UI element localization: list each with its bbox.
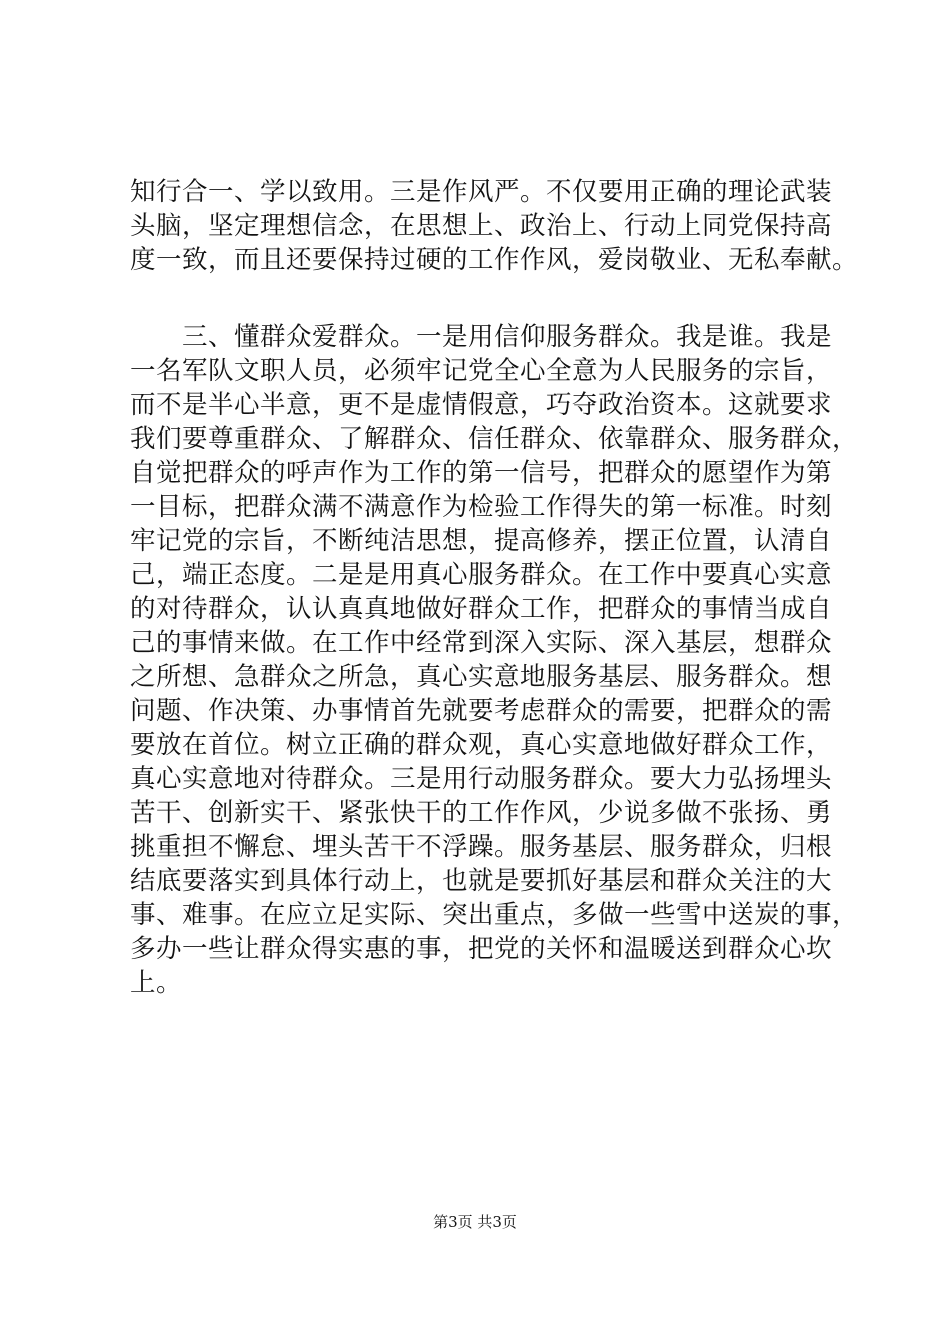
text-line: 结底要落实到具体行动上，也就是要抓好基层和群众关注的大 — [130, 866, 833, 896]
text-line: 我们要尊重群众、了解群众、信任群众、依靠群众、服务群众， — [130, 424, 859, 454]
text-line: 事、难事。在应立足实际、突出重点，多做一些雪中送炭的事， — [130, 900, 859, 930]
text-line: 自觉把群众的呼声作为工作的第一信号，把群众的愿望作为第 — [130, 458, 833, 488]
text-line: 上。 — [130, 968, 183, 998]
paragraph-2 — [130, 320, 859, 1000]
text-line: 挑重担不懈怠、埋头苦干不浮躁。服务基层、服务群众，归根 — [130, 832, 833, 862]
page-footer — [0, 1212, 950, 1232]
text-line: 的对待群众，认认真真地做好群众工作，把群众的事情当成自 — [130, 594, 833, 624]
text-line: 度一致，而且还要保持过硬的工作作风，爱岗敬业、无私奉献。 — [130, 245, 859, 275]
text-line: 之所想、急群众之所急，真心实意地服务基层、服务群众。想 — [130, 662, 833, 692]
text-line: 知行合一、学以致用。三是作风严。不仅要用正确的理论武装 — [130, 177, 833, 207]
page-number: 第3页 共3页 — [433, 1213, 517, 1231]
document-body — [130, 175, 859, 1000]
text-line: 要放在首位。树立正确的群众观，真心实意地做好群众工作， — [130, 730, 833, 760]
paragraph-gap — [130, 277, 830, 320]
text-line: 一目标，把群众满不满意作为检验工作得失的第一标准。时刻 — [130, 492, 833, 522]
text-line: 而不是半心半意，更不是虚情假意，巧夺政治资本。这就要求 — [130, 390, 833, 420]
text-line: 三、懂群众爱群众。一是用信仰服务群众。我是谁。我是 — [130, 322, 833, 352]
text-line: 一名军队文职人员，必须牢记党全心全意为人民服务的宗旨， — [130, 356, 833, 386]
text-line: 问题、作决策、办事情首先就要考虑群众的需要，把群众的需 — [130, 696, 833, 726]
text-line: 己，端正态度。二是是用真心服务群众。在工作中要真心实意 — [130, 560, 833, 590]
text-line: 己的事情来做。在工作中经常到深入实际、深入基层，想群众 — [130, 628, 833, 658]
text-line: 头脑，坚定理想信念，在思想上、政治上、行动上同党保持高 — [130, 211, 833, 241]
paragraph-1 — [130, 175, 859, 277]
text-line: 多办一些让群众得实惠的事，把党的关怀和温暖送到群众心坎 — [130, 934, 833, 964]
text-line: 牢记党的宗旨，不断纯洁思想，提高修养，摆正位置，认清自 — [130, 526, 833, 556]
text-line: 苦干、创新实干、紧张快干的工作作风，少说多做不张扬、勇 — [130, 798, 833, 828]
text-line: 真心实意地对待群众。三是用行动服务群众。要大力弘扬埋头 — [130, 764, 833, 794]
